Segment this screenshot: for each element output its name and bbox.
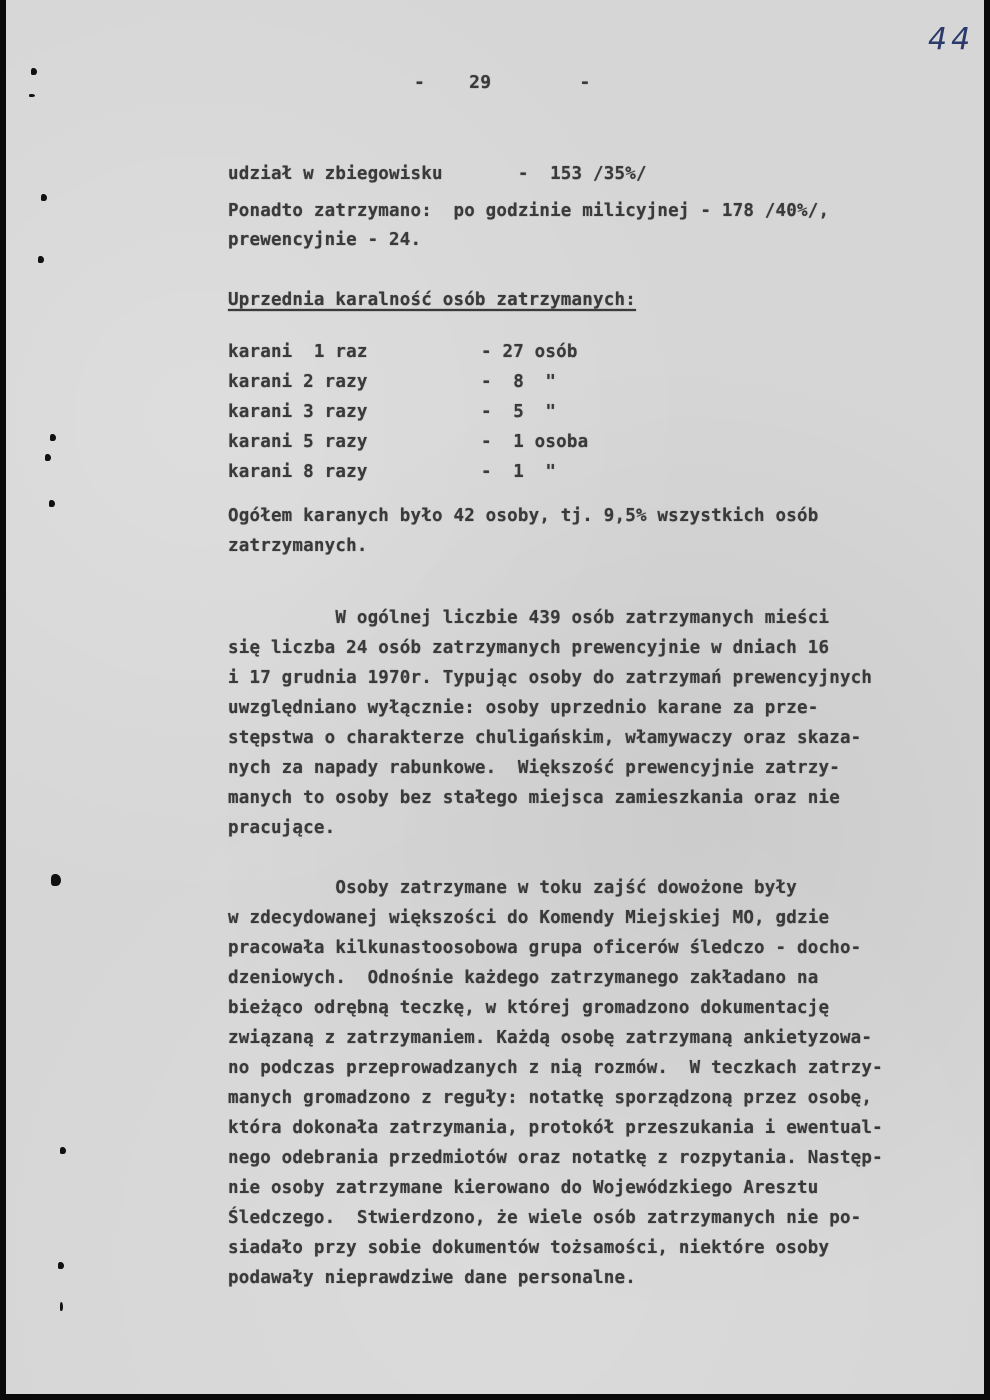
paragraph-line: nie osoby zatrzymane kierowano do Wojewódzkiego Aresztu <box>228 1178 819 1198</box>
row-label: karani 5 razy <box>228 432 368 452</box>
punch-hole-mark <box>38 256 44 263</box>
row-label: karani 3 razy <box>228 402 368 422</box>
paragraph-line: Osoby zatrzymane w toku zajść dowożone były <box>228 878 798 898</box>
punch-hole-mark <box>60 1147 66 1154</box>
row-value: - 27 osób <box>481 342 578 362</box>
row-label: karani 1 raz <box>228 342 368 362</box>
paragraph-line: która dokonała zatrzymania, protokół przeszukania i ewentual- <box>228 1118 883 1138</box>
row-value: - 5 " <box>481 402 557 422</box>
punch-hole-mark <box>51 874 61 886</box>
paragraph-line: stępstwa o charakterze chuligańskim, włamywaczy oraz skaza- <box>228 728 862 748</box>
punch-hole-mark <box>58 1262 64 1269</box>
paragraph-line: nego odebrania przedmiotów oraz notatkę z rozpytania. Następ- <box>228 1148 883 1168</box>
punch-hole-mark <box>41 194 47 201</box>
paragraph-line: uwzględniano wyłącznie: osoby uprzednio karane za prze- <box>228 698 819 718</box>
paragraph-line: nych za napady rabunkowe. Większość prewencyjnie zatrzy- <box>228 758 840 778</box>
punch-hole-mark <box>31 68 37 75</box>
paragraph-line: manych gromadzono z reguły: notatkę sporządzoną przez osobę, <box>228 1088 873 1108</box>
punch-hole-mark <box>50 434 56 441</box>
punch-hole-mark <box>60 1302 63 1311</box>
paragraph-line: pracujące. <box>228 818 336 838</box>
punch-hole-mark <box>49 500 55 507</box>
paragraph-line: się liczba 24 osób zatrzymanych prewencyjnie w dniach 16 <box>228 638 830 658</box>
paragraph-line: W ogólnej liczbie 439 osób zatrzymanych mieści <box>228 608 830 628</box>
paragraph-line: w zdecydowanej większości do Komendy Miejskiej MO, gdzie <box>228 908 830 928</box>
paragraph-line: siadało przy sobie dokumentów tożsamości, niektóre osoby <box>228 1238 830 1258</box>
paragraph-line: pracowała kilkunastoosobowa grupa oficerów śledczo - docho- <box>228 938 862 958</box>
row-value: - 1 osoba <box>481 432 589 452</box>
paragraph-line: bieżąco odrębną teczkę, w której gromadzono dokumentację <box>228 998 830 1018</box>
paragraph-line: dzeniowych. Odnośnie każdego zatrzymanego zakładano na <box>228 968 819 988</box>
paragraph-line: i 17 grudnia 1970r. Typując osoby do zatrzymań prewencyjnych <box>228 668 873 688</box>
summary-line: Ogółem karanych było 42 osoby, tj. 9,5% wszystkich osób <box>228 506 819 526</box>
punch-hole-mark <box>29 94 35 97</box>
row-label: karani 2 razy <box>228 372 368 392</box>
intro-line: prewencyjnie - 24. <box>228 230 422 250</box>
paragraph-line: manych to osoby bez stałego miejsca zamieszkania oraz nie <box>228 788 840 808</box>
archive-page-number: 44 <box>928 22 975 57</box>
row-value: - 8 " <box>481 372 557 392</box>
paragraph-line: związaną z zatrzymaniem. Każdą osobę zatrzymaną ankietyzowa- <box>228 1028 873 1048</box>
summary-line: zatrzymanych. <box>228 536 368 556</box>
section-heading: Uprzednia karalność osób zatrzymanych: <box>228 290 636 310</box>
intro-line: udział w zbiegowisku - 153 /35%/ <box>228 164 647 184</box>
paragraph-line: Śledczego. Stwierdzono, że wiele osób zatrzymanych nie po- <box>228 1208 862 1228</box>
paragraph-line: podawały nieprawdziwe dane personalne. <box>228 1268 636 1288</box>
row-label: karani 8 razy <box>228 462 368 482</box>
document-page <box>6 0 984 1394</box>
page-number: - 29 - <box>414 72 591 93</box>
intro-line: Ponadto zatrzymano: po godzinie milicyjnej - 178 /40%/, <box>228 201 830 221</box>
row-value: - 1 " <box>481 462 557 482</box>
paragraph-line: no podczas przeprowadzanych z nią rozmów. W teczkach zatrzy- <box>228 1058 883 1078</box>
punch-hole-mark <box>45 454 51 461</box>
